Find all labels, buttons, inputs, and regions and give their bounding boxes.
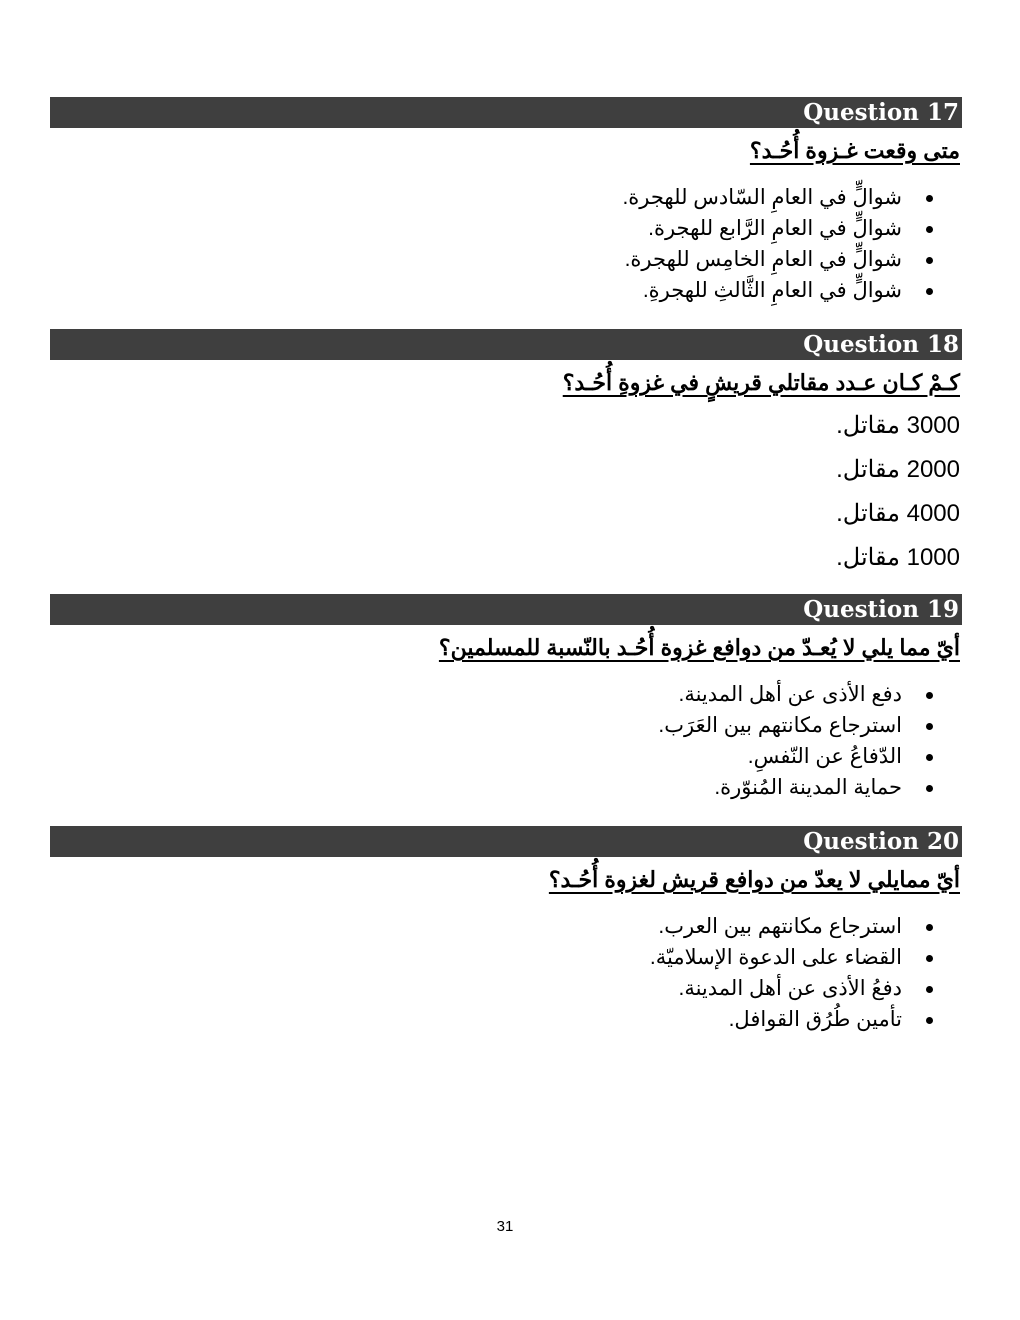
option-item: 2000 مقاتل. [836,456,960,483]
bullet-icon [926,785,933,792]
bullet-icon [926,1017,933,1024]
option-item [50,772,902,803]
page-number: 31 [496,1218,514,1235]
option-item: 1000 مقاتل. [836,544,960,571]
option-text: شوالٍّ في العامِ السّادس للهجرة. [622,186,902,209]
options-list [50,911,962,1035]
option-item [50,942,902,973]
question-text: أيّ ممايلي لا يعدّ من دوافع قريش لغزوة أُحُـد؟ [548,867,960,892]
bullet-icon [926,986,933,993]
option-text: الدّفاعُ عن النّفسِ. [747,745,902,768]
bullet-icon [926,257,933,264]
option-item [50,1004,902,1035]
bullet-icon [926,955,933,962]
question-header: Question 17 [50,97,962,128]
question-text: أيّ مما يلي لا يُعـدّ من دوافع غزوة أُحُـد بالنّسبة للمسلمين؟ [438,635,960,660]
option-item [50,275,902,306]
question-text: كـمْ كـان عـدد مقاتلي قريشٍ في غزوةِ أُحُـد؟ [562,370,960,395]
bullet-icon [926,723,933,730]
option-text: استرجاع مكانتهم بين العَرَب. [658,714,902,737]
option-item: 4000 مقاتل. [836,500,960,527]
option-item [50,911,902,942]
question-header: Question 20 [50,826,962,857]
option-text: دفع الأذى عن أهل المدينة. [678,683,902,706]
options-list [50,182,962,306]
bullet-icon [926,288,933,295]
option-text: دفعُ الأذى عن أهل المدينة. [678,977,902,1000]
option-text: شوالٍّ في العامِ الخامِس للهجرة. [624,248,902,271]
option-item [50,213,902,244]
bullet-icon [926,226,933,233]
question-19-section [50,594,962,803]
option-text: شوالٍّ في العامِ الرَّابع للهجرة. [648,217,902,240]
option-item [50,182,902,213]
option-item [50,244,902,275]
option-text: تأمين طُرُق القوافل. [728,1008,902,1031]
bullet-icon [926,195,933,202]
option-item: 3000 مقاتل. [836,412,960,439]
question-17-section [50,97,962,306]
question-18-section [50,329,962,587]
question-header: Question 18 [50,329,962,360]
option-item [50,741,902,772]
option-text: استرجاع مكانتهم بين العرب. [658,915,902,938]
bullet-icon [926,754,933,761]
option-item [50,973,902,1004]
bullet-icon [926,924,933,931]
option-item [50,710,902,741]
options-list [50,411,962,587]
bullet-icon [926,692,933,699]
option-text: حماية المدينة المُنوّرة. [714,776,902,799]
options-list [50,679,962,803]
option-text: شوالٍّ في العامِ الثَّالثِ للهجرةِ. [642,279,902,302]
question-header: Question 19 [50,594,962,625]
question-20-section [50,826,962,1035]
option-text: القضاء على الدعوة الإسلاميّة. [649,946,902,969]
option-item [50,679,902,710]
question-text: متى وقعت غـزوة أُحُـد؟ [749,138,960,163]
